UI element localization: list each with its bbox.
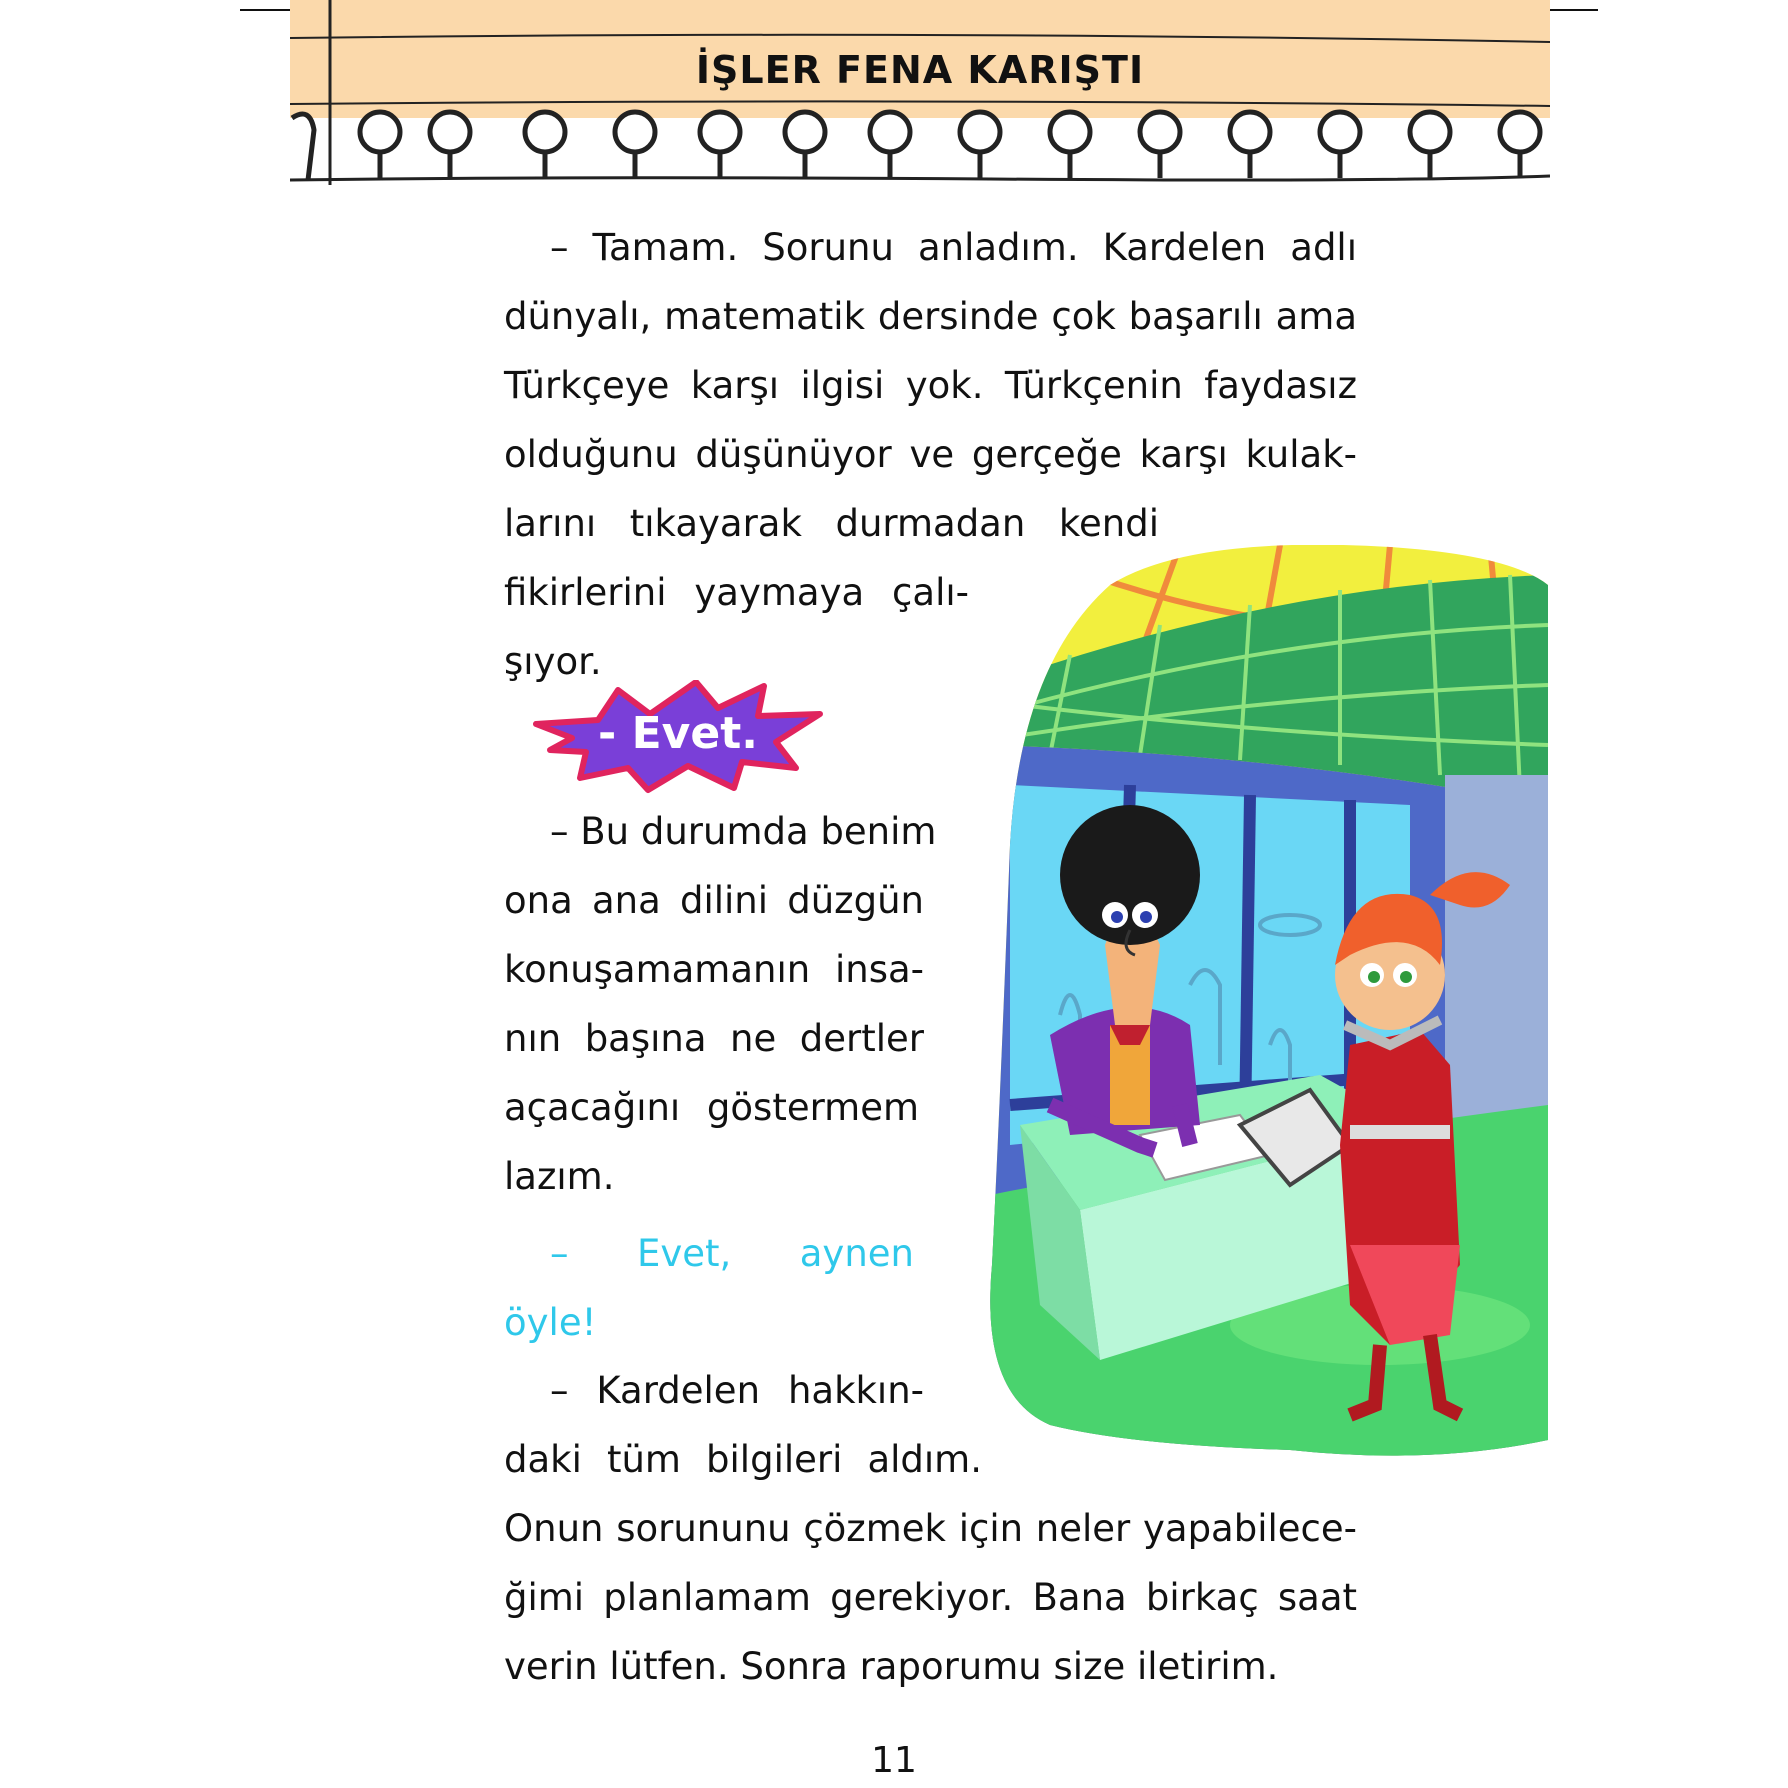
chapter-header: [290, 0, 1550, 190]
text-line: Türkçeye karşı ilgisi yok. Türkçenin faydasız: [504, 364, 1357, 407]
text-line: ona ana dilini düzgün: [504, 879, 924, 922]
text-line: şıyor.: [504, 640, 602, 683]
paragraph-2: [504, 797, 984, 1211]
paragraph-3: [504, 1219, 924, 1357]
text-line: fikirlerini yaymaya çalı-: [504, 571, 969, 614]
chapter-title: İŞLER FENA KARIŞTI: [695, 48, 1145, 92]
evet-starburst: [528, 680, 828, 796]
text-line: öyle!: [504, 1301, 597, 1344]
text-line: açacağını göstermem: [504, 1086, 919, 1129]
burst-label: - Evet.: [598, 708, 758, 759]
crop-mark-left: [240, 9, 290, 11]
text-line: nın başına ne dertler: [504, 1017, 924, 1060]
text-line: olduğunu düşünüyor ve gerçeğe karşı kulak-: [504, 433, 1357, 476]
crop-mark-right: [1548, 9, 1598, 11]
text-line: Onun sorununu çözmek için neler yapabilece-: [504, 1507, 1357, 1550]
text-line: konuşamamanın insa-: [504, 948, 924, 991]
text-line: – Tamam. Sorunu anladım. Kardelen adlı: [550, 226, 1357, 269]
notebook-header-graphic: [290, 0, 1550, 190]
text-line: – Bu durumda benim: [550, 810, 937, 853]
text-line: dünyalı, matematik dersinde çok başarılı ama: [504, 295, 1357, 338]
text-line: ğimi planlamam gerekiyor. Bana birkaç saat: [504, 1576, 1357, 1619]
text-line: daki tüm bilgileri aldım.: [504, 1438, 982, 1481]
text-line: lazım.: [504, 1155, 615, 1198]
text-line: verin lütfen. Sonra raporumu size iletirim.: [504, 1645, 1279, 1688]
paragraph-1: [504, 213, 1357, 489]
text-line: – Kardelen hakkın-: [550, 1369, 924, 1412]
text-line: – Evet, aynen: [550, 1232, 914, 1275]
office-illustration: [990, 545, 1548, 1470]
page-number: 11: [871, 1740, 917, 1781]
text-line: larını tıkayarak durmadan kendi: [504, 502, 1159, 545]
